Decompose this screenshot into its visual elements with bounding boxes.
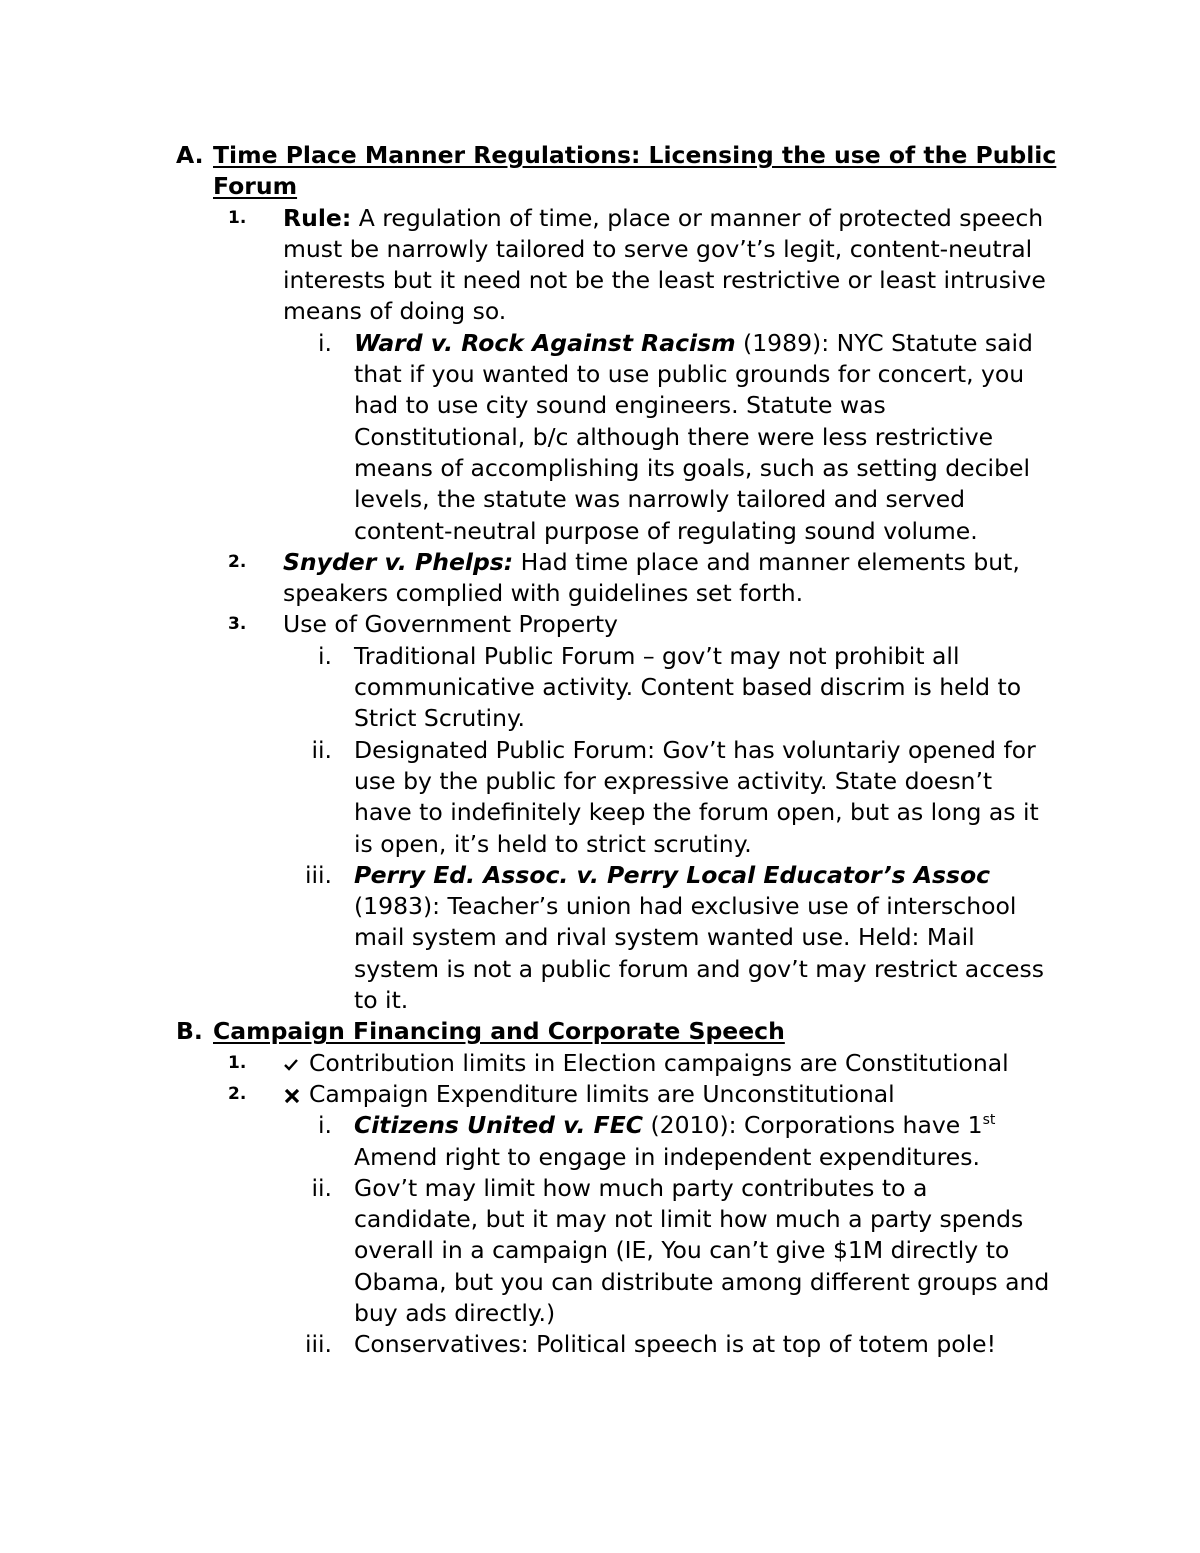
section-a-heading-cont bbox=[0, 171, 1200, 202]
item-number: 2. bbox=[228, 1083, 247, 1104]
item-text: is open, it’s held to strict scrutiny. bbox=[354, 829, 752, 858]
case-text: to it. bbox=[354, 986, 409, 1015]
item-number: i. bbox=[318, 1111, 332, 1140]
case-text: that if you wanted to use public grounds for concert, you bbox=[354, 360, 1025, 389]
text-line bbox=[0, 484, 1200, 515]
item-text bbox=[354, 1110, 995, 1141]
item-text: have to indefinitely keep the forum open, but as long as it bbox=[354, 798, 1039, 827]
case-text: speakers complied with guidelines set forth. bbox=[283, 579, 804, 608]
item-text bbox=[283, 203, 1043, 234]
cross-icon bbox=[283, 1079, 309, 1110]
rule-text: A regulation of time, place or manner of protected speech bbox=[351, 203, 1044, 232]
section-a-heading bbox=[0, 140, 1200, 171]
text-line bbox=[0, 516, 1200, 547]
item-number: 2. bbox=[228, 551, 247, 572]
list-item bbox=[0, 1110, 1200, 1141]
text-line bbox=[0, 703, 1200, 734]
item-text: Gov’t may limit how much party contributes to a bbox=[354, 1173, 928, 1202]
item-label: Contribution limits in Election campaigns are Constitutional bbox=[309, 1048, 1009, 1077]
item-text: Use of Government Property bbox=[283, 610, 618, 639]
list-item bbox=[0, 203, 1200, 234]
rule-label: Rule: bbox=[283, 203, 352, 232]
text-line bbox=[0, 1142, 1200, 1173]
item-text: buy ads directly.) bbox=[354, 1298, 556, 1327]
item-text: communicative activity. Content based discrim is held to bbox=[354, 673, 1022, 702]
document-page bbox=[0, 140, 1200, 1361]
superscript: st bbox=[982, 1112, 996, 1129]
case-text: Constitutional, b/c although there were less restrictive bbox=[354, 422, 994, 451]
text-line bbox=[0, 453, 1200, 484]
text-line bbox=[0, 797, 1200, 828]
section-letter: A. bbox=[176, 141, 204, 169]
item-text: use by the public for expressive activity. State doesn’t bbox=[354, 766, 993, 795]
case-text: system is not a public forum and gov’t may restrict access bbox=[354, 954, 1044, 983]
item-number: iii. bbox=[304, 860, 332, 889]
case-text: means of accomplishing its goals, such as setting decibel bbox=[354, 453, 1030, 482]
case-name: Citizens United v. FEC bbox=[354, 1111, 644, 1140]
text-line bbox=[0, 422, 1200, 453]
list-item bbox=[0, 860, 1200, 891]
case-text: (1989): NYC Statute said bbox=[735, 328, 1033, 357]
list-item bbox=[0, 547, 1200, 578]
text-line bbox=[0, 766, 1200, 797]
list-item bbox=[0, 641, 1200, 672]
case-text: levels, the statute was narrowly tailored and served bbox=[354, 485, 966, 514]
section-title: Campaign Financing and Corporate Speech bbox=[213, 1017, 785, 1046]
text-line bbox=[0, 265, 1200, 296]
item-number: ii. bbox=[311, 735, 332, 764]
text-line bbox=[0, 390, 1200, 421]
rule-text: must be narrowly tailored to serve gov’t’s legit, content-neutral bbox=[283, 234, 1033, 263]
case-text: (2010): Corporations have 1 bbox=[643, 1111, 983, 1140]
text-line bbox=[0, 985, 1200, 1016]
case-text: (1983): Teacher’s union had exclusive use of interschool bbox=[354, 892, 1017, 921]
list-item bbox=[0, 735, 1200, 766]
item-text bbox=[283, 1079, 895, 1110]
text-line bbox=[0, 1298, 1200, 1329]
item-number: 1. bbox=[228, 207, 247, 228]
section-letter: B. bbox=[176, 1017, 203, 1046]
item-number: 1. bbox=[228, 1052, 247, 1073]
text-line bbox=[0, 296, 1200, 327]
section-title-cont: Forum bbox=[213, 172, 298, 201]
item-number: i. bbox=[318, 641, 332, 670]
list-item bbox=[0, 1079, 1200, 1110]
case-name: Ward v. Rock Against Racism bbox=[354, 328, 736, 357]
text-line bbox=[0, 672, 1200, 703]
item-number: iii. bbox=[304, 1330, 332, 1359]
list-item bbox=[0, 1048, 1200, 1079]
section-title: Time Place Manner Regulations: Licensing the use of the Public bbox=[213, 141, 1057, 169]
rule-text: interests but it need not be the least restrictive or least intrusive bbox=[283, 266, 1046, 295]
case-name: Perry Ed. Assoc. v. Perry Local Educator’s Assoc bbox=[354, 860, 991, 889]
check-icon bbox=[283, 1048, 309, 1079]
case-name: Snyder v. Phelps: bbox=[283, 547, 514, 576]
text-line bbox=[0, 1267, 1200, 1298]
text-line bbox=[0, 1235, 1200, 1266]
text-line bbox=[0, 829, 1200, 860]
item-label: Campaign Expenditure limits are Unconstitutional bbox=[309, 1079, 895, 1108]
item-text: Traditional Public Forum – gov’t may not prohibit all bbox=[354, 641, 960, 670]
item-text bbox=[354, 328, 1033, 359]
text-line bbox=[0, 234, 1200, 265]
text-line bbox=[0, 891, 1200, 922]
list-item bbox=[0, 1329, 1200, 1360]
case-text: content-neutral purpose of regulating sound volume. bbox=[354, 516, 978, 545]
item-text: Strict Scrutiny. bbox=[354, 704, 525, 733]
case-text: Had time place and manner elements but, bbox=[513, 547, 1020, 576]
list-item bbox=[0, 1173, 1200, 1204]
list-item bbox=[0, 609, 1200, 640]
text-line bbox=[0, 954, 1200, 985]
case-text: Amend right to engage in independent expenditures. bbox=[354, 1142, 980, 1171]
text-line bbox=[0, 922, 1200, 953]
item-text: overall in a campaign (IE, You can’t give $1M directly to bbox=[354, 1236, 1010, 1265]
rule-text: means of doing so. bbox=[283, 297, 507, 326]
item-text: Conservatives: Political speech is at top of totem pole! bbox=[354, 1330, 997, 1359]
item-text bbox=[283, 547, 1020, 578]
text-line bbox=[0, 578, 1200, 609]
text-line bbox=[0, 1204, 1200, 1235]
item-number: ii. bbox=[311, 1173, 332, 1202]
item-text bbox=[283, 1048, 1009, 1079]
item-text: candidate, but it may not limit how much a party spends bbox=[354, 1205, 1024, 1234]
text-line bbox=[0, 359, 1200, 390]
item-text: Obama, but you can distribute among different groups and bbox=[354, 1267, 1050, 1296]
case-text: mail system and rival system wanted use. Held: Mail bbox=[354, 923, 975, 952]
section-b-heading bbox=[0, 1016, 1200, 1047]
case-text: had to use city sound engineers. Statute was bbox=[354, 391, 886, 420]
item-number: 3. bbox=[228, 614, 247, 635]
item-number: i. bbox=[318, 328, 332, 357]
item-text: Designated Public Forum: Gov’t has voluntariy opened for bbox=[354, 735, 1036, 764]
list-item bbox=[0, 328, 1200, 359]
